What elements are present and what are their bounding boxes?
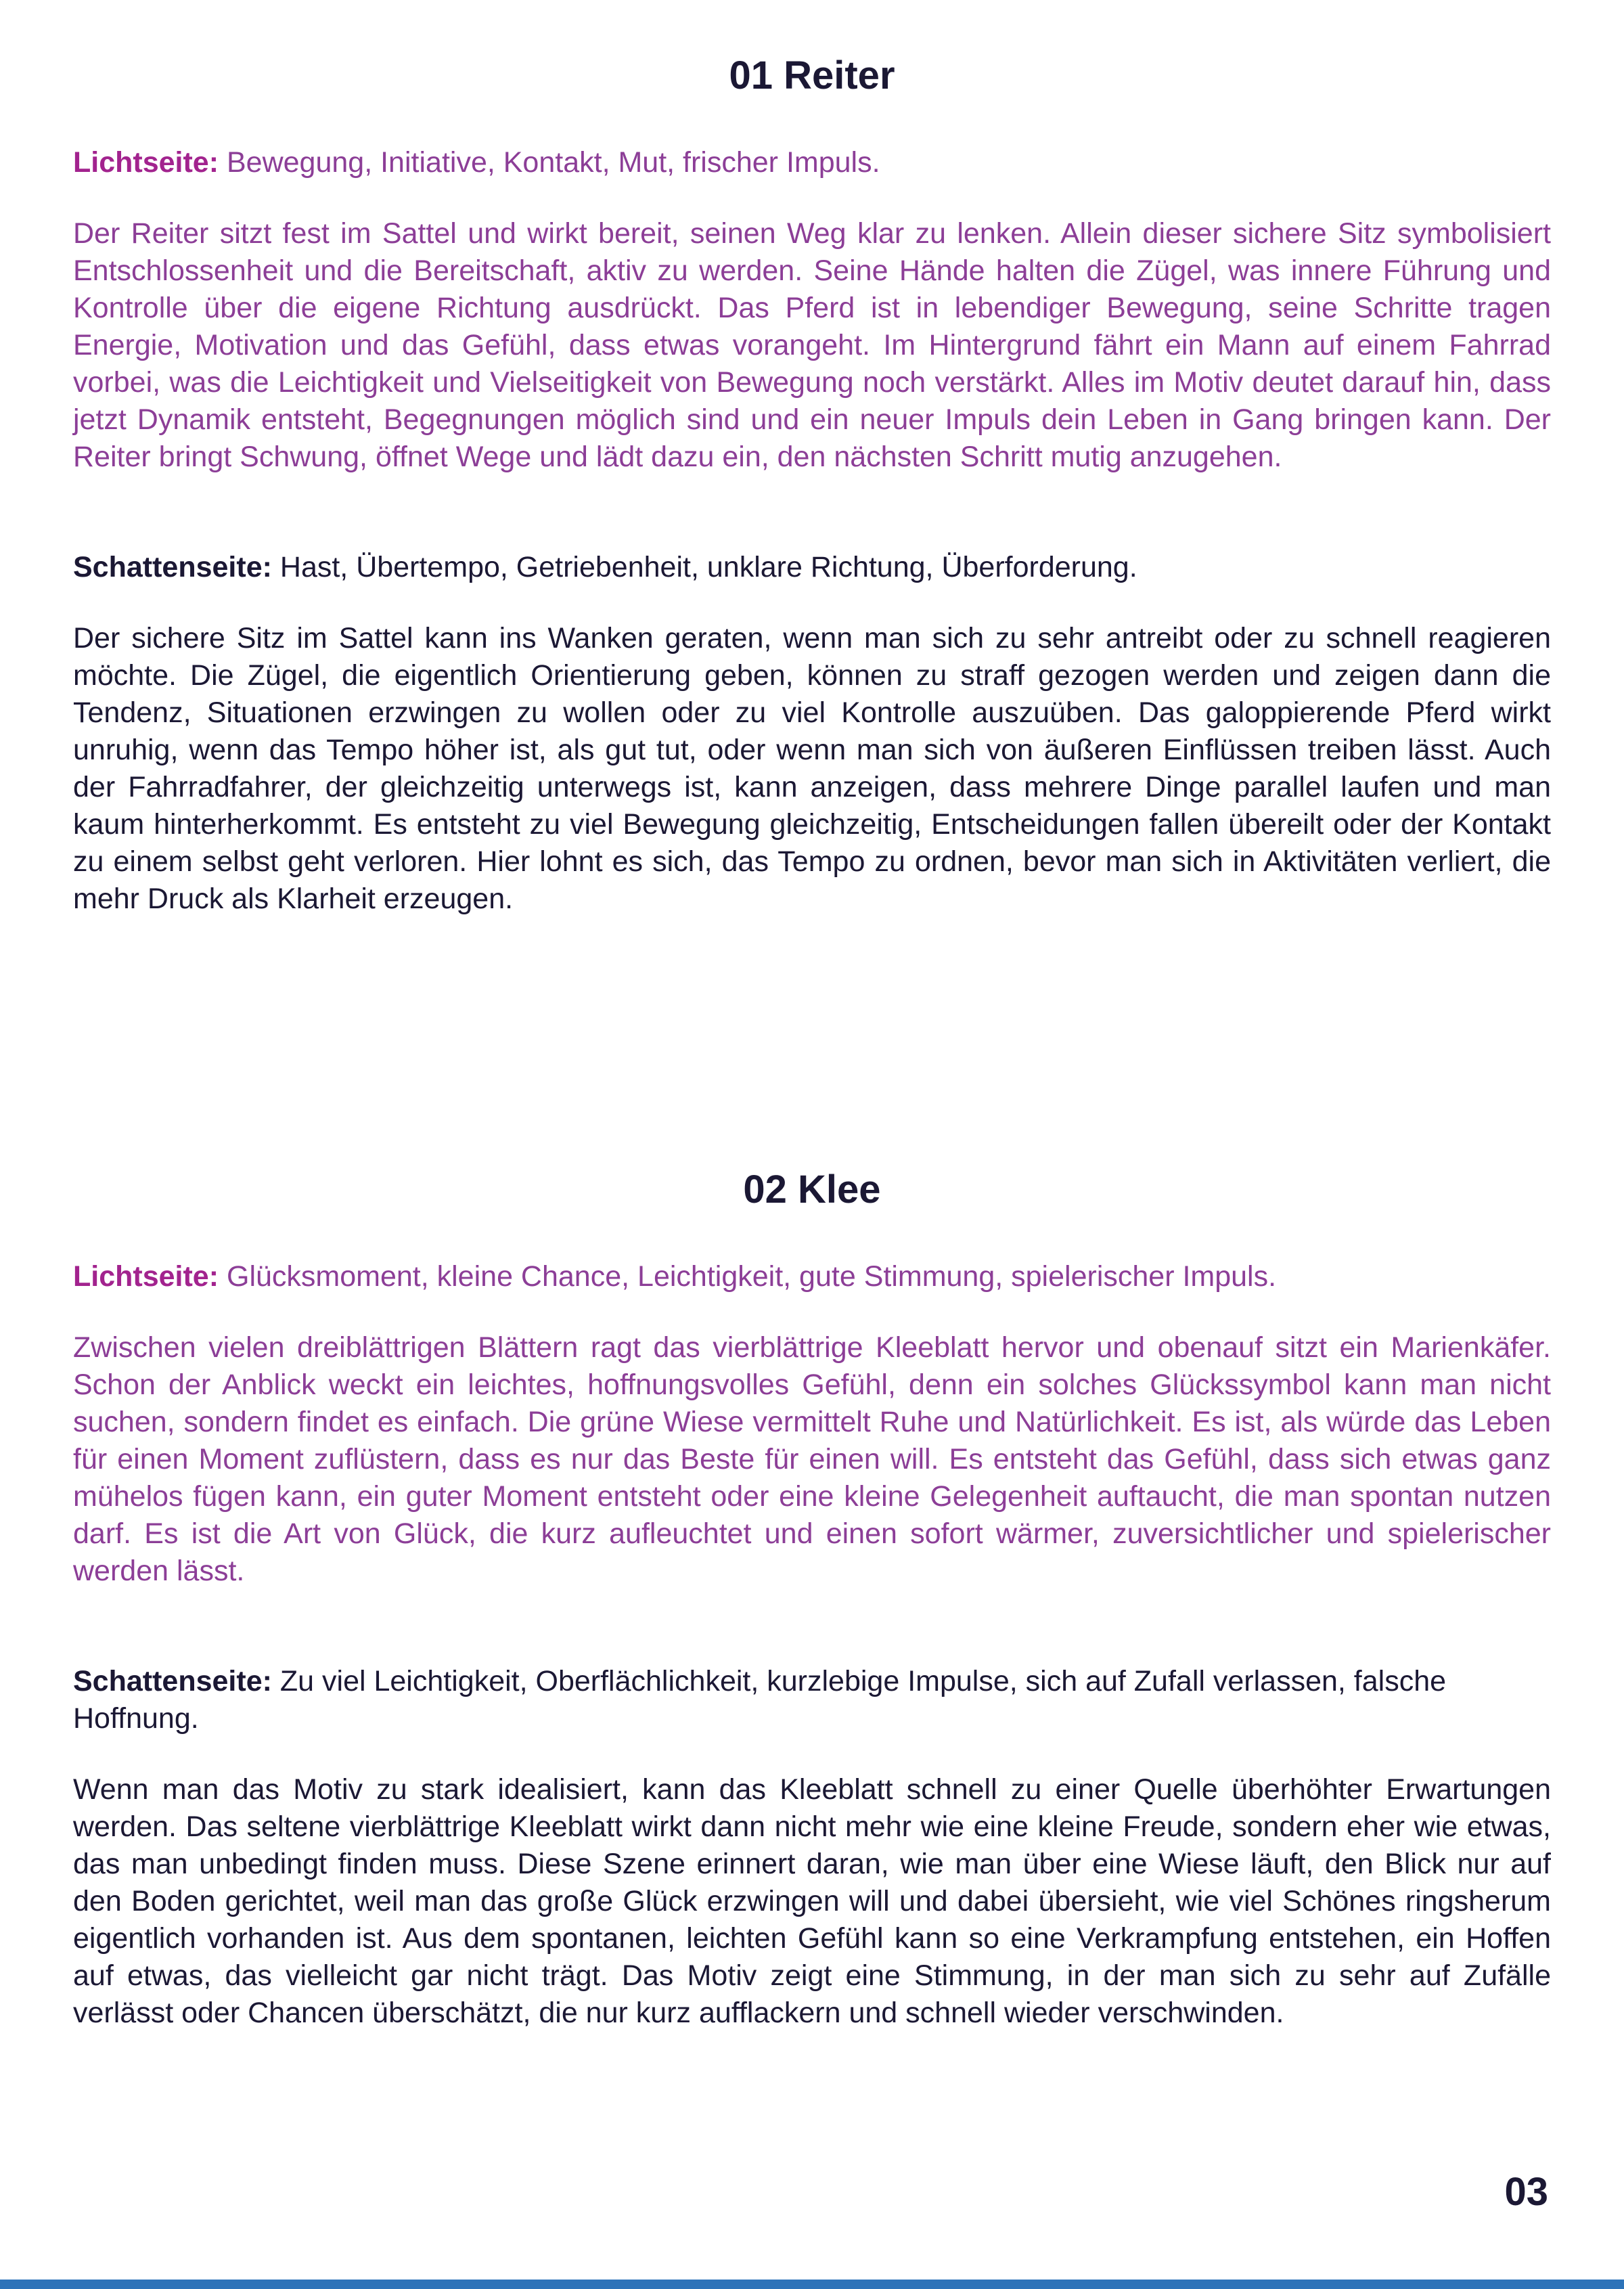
schattenseite-summary: Zu viel Leichtigkeit, Oberflächlichkeit, kurzlebige Impulse, sich auf Zufall verlassen, falsche Hoffnung.: [73, 1665, 1447, 1735]
schattenseite-line: [73, 549, 1551, 586]
lichtseite-paragraph: Zwischen vielen dreiblättrigen Blättern ragt das vierblättrige Kleeblatt hervor und obenauf sitzt ein Marienkäfer. Schon der Anblick weckt ein leichtes, hoffnungsvolles Gefühl, denn ein solches Glückssymbol kann man nicht suchen, sondern findet es einfach. Die grüne Wiese vermittelt Ruhe und Natürlichkeit. Es ist, als würde das Leben für einen Moment zuflüstern, dass es nur das Beste für einen will. Es entsteht das Gefühl, dass sich etwas ganz mühelos fügen kann, ein guter Moment entsteht oder eine kleine Gelegenheit auftaucht, die man spontan nutzen darf. Es ist die Art von Glück, die kurz aufleuchtet und einen sofort wärmer, zuversichtlicher und spielerischer werden lässt.: [73, 1331, 1551, 1587]
schattenseite-paragraph: Wenn man das Motiv zu stark idealisiert, kann das Kleeblatt schnell zu einer Quelle überhöhter Erwartungen werden. Das seltene vierblättrige Kleeblatt wirkt dann nicht mehr wie eine kleine Freude, sondern eher wie etwas, das man unbedingt finden muss. Diese Szene erinnert daran, wie man über eine Wiese läuft, den Blick nur auf den Boden gerichtet, weil man das große Glück erzwingen will und dabei übersieht, wie viel Schönes ringsherum eigentlich vorhanden ist. Aus dem spontanen, leichten Gefühl kann so eine Verkrampfung entstehen, ein Hoffen auf etwas, das vielleicht gar nicht trägt. Das Motiv zeigt eine Stimmung, in der man sich zu sehr auf Zufälle verlässt oder Chancen überschätzt, die nur kurz aufflackern und schnell wieder verschwinden.: [73, 1773, 1551, 2029]
schattenseite-label: Schattenseite:: [73, 551, 272, 583]
footer-bar: [0, 2280, 1624, 2289]
schattenseite-summary: Hast, Übertempo, Getriebenheit, unklare Richtung, Überforderung.: [271, 551, 1137, 583]
lichtseite-summary: Bewegung, Initiative, Kontakt, Mut, frischer Impuls.: [219, 146, 880, 179]
lichtseite-label: Lichtseite:: [73, 1260, 219, 1293]
schattenseite-label: Schattenseite:: [73, 1665, 272, 1697]
section-title: 01 Reiter: [729, 53, 895, 97]
lichtseite-label: Lichtseite:: [73, 146, 219, 179]
schattenseite-line: [73, 1663, 1551, 1737]
section-klee: [73, 918, 1551, 2032]
lichtseite-paragraph: Der Reiter sitzt fest im Sattel und wirkt bereit, seinen Weg klar zu lenken. Allein dieser sichere Sitz symbolisiert Entschlossenheit und die Bereitschaft, aktiv zu werden. Seine Hände halten die Zügel, was innere Führung und Kontrolle über die eigene Richtung ausdrückt. Das Pferd ist in lebendiger Bewegung, seine Schritte tragen Energie, Motivation und das Gefühl, dass etwas vorangeht. Im Hintergrund fährt ein Mann auf einem Fahrrad vorbei, was die Leichtigkeit und Vielseitigkeit von Bewegung noch verstärkt. Alles im Motiv deutet darauf hin, dass jetzt Dynamik entsteht, Begegnungen möglich sind und ein neuer Impuls dein Leben in Gang bringen kann. Der Reiter bringt Schwung, öffnet Wege und lädt dazu ein, den nächsten Schritt mutig anzugehen.: [73, 217, 1551, 473]
lichtseite-summary: Glücksmoment, kleine Chance, Leichtigkeit, gute Stimmung, spielerischer Impuls.: [219, 1260, 1277, 1293]
lichtseite-line: [73, 144, 1551, 181]
page-number: 03: [1504, 2170, 1548, 2214]
section-reiter: [73, 0, 1551, 918]
lichtseite-line: [73, 1258, 1551, 1295]
schattenseite-paragraph: Der sichere Sitz im Sattel kann ins Wanken geraten, wenn man sich zu sehr antreibt oder zu schnell reagieren möchte. Die Zügel, die eigentlich Orientierung geben, können zu straff gezogen werden und zeigen dann die Tendenz, Situationen erzwingen zu wollen oder zu viel Kontrolle auszuüben. Das galoppierende Pferd wirkt unruhig, wenn das Tempo höher ist, als gut tut, oder wenn man sich von äußeren Einflüssen treiben lässt. Auch der Fahrradfahrer, der gleichzeitig unterwegs ist, kann anzeigen, dass mehrere Dinge parallel laufen und man kaum hinterherkommt. Es entsteht zu viel Bewegung gleichzeitig, Entscheidungen fallen übereilt oder der Kontakt zu einem selbst geht verloren. Hier lohnt es sich, das Tempo zu ordnen, bevor man sich in Aktivitäten verliert, die mehr Druck als Klarheit erzeugen.: [73, 622, 1551, 915]
section-title: 02 Klee: [743, 1168, 881, 1212]
